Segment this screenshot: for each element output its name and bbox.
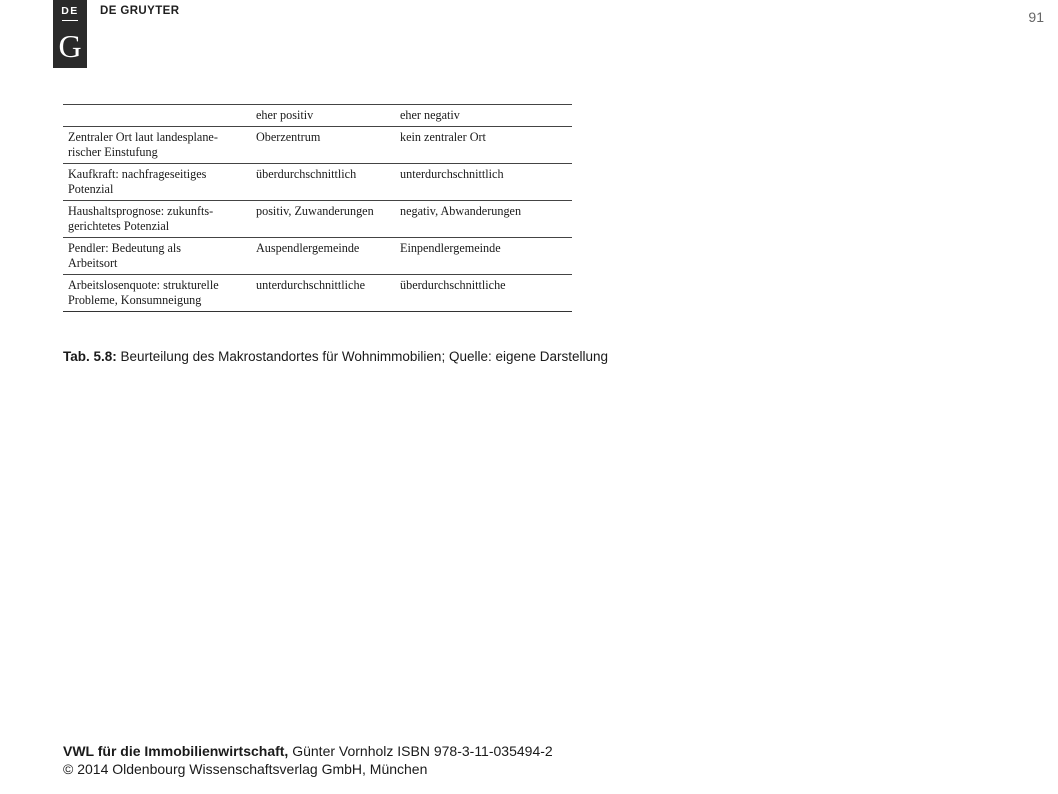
- cell-criterion: Kaufkraft: nachfrageseitiges Potenzial: [63, 163, 251, 200]
- copyright-line: © 2014 Oldenbourg Wissenschaftsverlag GmbH, München: [63, 761, 428, 777]
- cell-positive: Oberzentrum: [251, 126, 395, 163]
- cell-negative: überdurchschnittliche: [395, 274, 572, 311]
- table-row: [63, 200, 572, 237]
- cell-negative: negativ, Abwanderungen: [395, 200, 572, 237]
- table-row: [63, 126, 572, 163]
- publisher-name: DE GRUYTER: [100, 5, 180, 17]
- cell-negative: unterdurchschnittlich: [395, 163, 572, 200]
- macro-location-table: [63, 104, 572, 312]
- author-isbn: Günter Vornholz ISBN 978-3-11-035494-2: [292, 743, 553, 759]
- logo-text-de: DE: [61, 5, 79, 17]
- cell-negative: Einpendlergemeinde: [395, 237, 572, 274]
- table-row: [63, 274, 572, 311]
- logo-text-g: G: [58, 28, 82, 64]
- page-footer: [63, 742, 553, 778]
- cell-positive: positiv, Zuwanderungen: [251, 200, 395, 237]
- column-header-criterion: [63, 105, 251, 127]
- logo-divider: [62, 20, 78, 21]
- table-row: [63, 237, 572, 274]
- footer-line-1: [63, 742, 553, 760]
- publisher-logo: [53, 0, 87, 68]
- cell-positive: überdurchschnittlich: [251, 163, 395, 200]
- cell-criterion: Haushaltsprognose: zukunfts- gerichtetes Potenzial: [63, 200, 251, 237]
- caption-label: Tab. 5.8:: [63, 349, 117, 364]
- cell-criterion: Pendler: Bedeutung als Arbeitsort: [63, 237, 251, 274]
- cell-criterion: Arbeitslosenquote: strukturelle Probleme, Konsumneigung: [63, 274, 251, 311]
- table-body: [63, 126, 572, 311]
- table-row: [63, 163, 572, 200]
- cell-positive: unterdurchschnittliche: [251, 274, 395, 311]
- table-container: [63, 104, 572, 312]
- book-title: VWL für die Immobilienwirtschaft,: [63, 743, 289, 759]
- column-header-positive: eher positiv: [251, 105, 395, 127]
- cell-criterion: Zentraler Ort laut landesplane- rischer Einstufung: [63, 126, 251, 163]
- table-header-row: [63, 105, 572, 127]
- column-header-negative: eher negativ: [395, 105, 572, 127]
- table-caption: [63, 349, 608, 364]
- page-number: 91: [1028, 9, 1044, 25]
- cell-positive: Auspendlergemeinde: [251, 237, 395, 274]
- cell-negative: kein zentraler Ort: [395, 126, 572, 163]
- caption-text: Beurteilung des Makrostandortes für Wohnimmobilien; Quelle: eigene Darstellung: [120, 349, 609, 364]
